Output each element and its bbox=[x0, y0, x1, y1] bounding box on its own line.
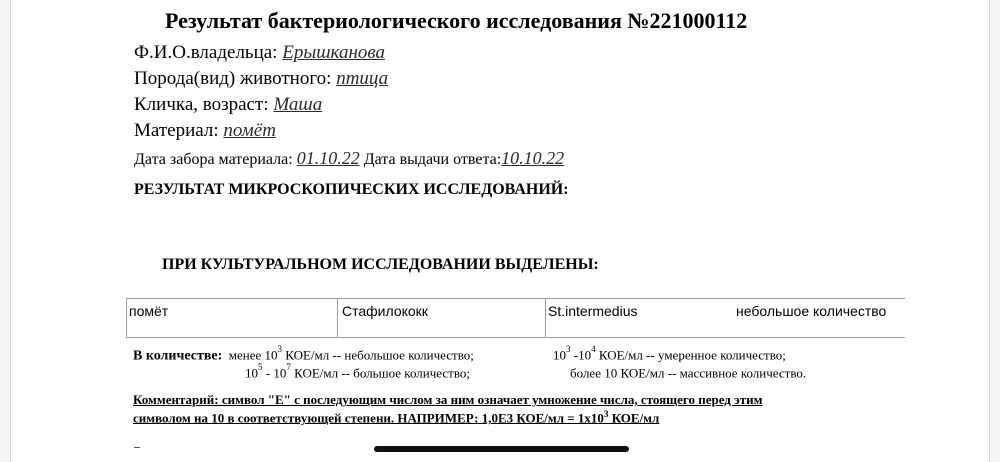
q1-text: менее 10 bbox=[228, 347, 278, 363]
table-cell-material: помёт bbox=[129, 303, 169, 319]
material-label: Материал: bbox=[134, 120, 219, 141]
breed-row bbox=[134, 68, 388, 90]
breed-label: Порода(вид) животного: bbox=[134, 68, 332, 89]
page-left-edge bbox=[0, 0, 11, 462]
quantity-line-1b bbox=[553, 346, 786, 363]
quantity-line-2 bbox=[245, 364, 470, 381]
report-title: Результат бактериологического исследования №221000112 bbox=[165, 8, 748, 33]
q2-exponent-1: 3 bbox=[566, 344, 571, 354]
collect-date-value: 01.10.22 bbox=[296, 148, 360, 168]
q2-description: КОЕ/мл -- умеренное количество; bbox=[595, 347, 786, 363]
q3-description: КОЕ/мл -- большое количество; bbox=[290, 365, 470, 381]
comment-exponent: 3 bbox=[603, 409, 609, 419]
owner-label: Ф.И.О.владельца: bbox=[134, 42, 278, 63]
dates-row bbox=[134, 148, 564, 169]
q1-exponent: 3 bbox=[277, 344, 283, 354]
quantity-line-1 bbox=[133, 346, 474, 364]
comment-line-2-unit: КОЕ/мл bbox=[608, 410, 660, 426]
page-dash-mark bbox=[134, 447, 140, 448]
collect-date-label: Дата забора материала: bbox=[134, 151, 293, 168]
q4-text: более 10 bbox=[570, 365, 618, 381]
q3-exponent-2: 7 bbox=[286, 362, 291, 372]
issue-date-value: 10.10.22 bbox=[501, 148, 565, 168]
q3-mid: - 10 bbox=[262, 365, 287, 381]
micro-heading: РЕЗУЛЬТАТ МИКРОСКОПИЧЕСКИХ ИССЛЕДОВАНИЙ: bbox=[134, 181, 569, 198]
home-indicator[interactable] bbox=[374, 446, 629, 452]
q2-mid: -10 bbox=[570, 347, 592, 363]
material-row bbox=[134, 120, 276, 142]
owner-value: Ерышканова bbox=[282, 42, 385, 63]
nickname-value: Маша bbox=[273, 94, 323, 115]
culture-table bbox=[126, 298, 905, 338]
nickname-label: Кличка, возраст: bbox=[134, 94, 269, 115]
table-cell-species: St.intermedius bbox=[545, 299, 733, 337]
q2-text: 10 bbox=[553, 347, 566, 363]
table-cell-amount: небольшое количество bbox=[736, 303, 887, 319]
comment-line-2-text: символом на 10 в соответствующей степени. НАПРИМЕР: 1,0E3 КОЕ/мл = 1x10 bbox=[133, 410, 604, 426]
nickname-row bbox=[134, 94, 322, 116]
page-right-edge bbox=[989, 0, 1000, 462]
comment-line-1: Комментарий: символ "E" с последующим числом за ним означает умножение числа, стоящего перед этим bbox=[133, 392, 763, 407]
table-cell-organism: Стафилококк bbox=[337, 299, 545, 337]
q2-exponent-2: 4 bbox=[591, 344, 596, 354]
material-value: помёт bbox=[223, 120, 276, 141]
issue-date-label: Дата выдачи ответа: bbox=[363, 151, 502, 168]
owner-row bbox=[134, 42, 385, 64]
q3-text: 10 bbox=[245, 365, 258, 381]
q3-exponent-1: 5 bbox=[258, 362, 263, 372]
q4-description: КОЕ/мл -- массивное количество. bbox=[617, 365, 807, 381]
q1-description: КОЕ/мл -- небольшое количество; bbox=[282, 347, 474, 363]
breed-value: птица bbox=[336, 68, 389, 89]
comment-line-2 bbox=[133, 409, 659, 426]
culture-heading: ПРИ КУЛЬТУРАЛЬНОМ ИССЛЕДОВАНИИ ВЫДЕЛЕНЫ: bbox=[162, 256, 599, 273]
quantity-label: В количестве: bbox=[133, 348, 223, 364]
quantity-line-2b bbox=[570, 364, 806, 381]
